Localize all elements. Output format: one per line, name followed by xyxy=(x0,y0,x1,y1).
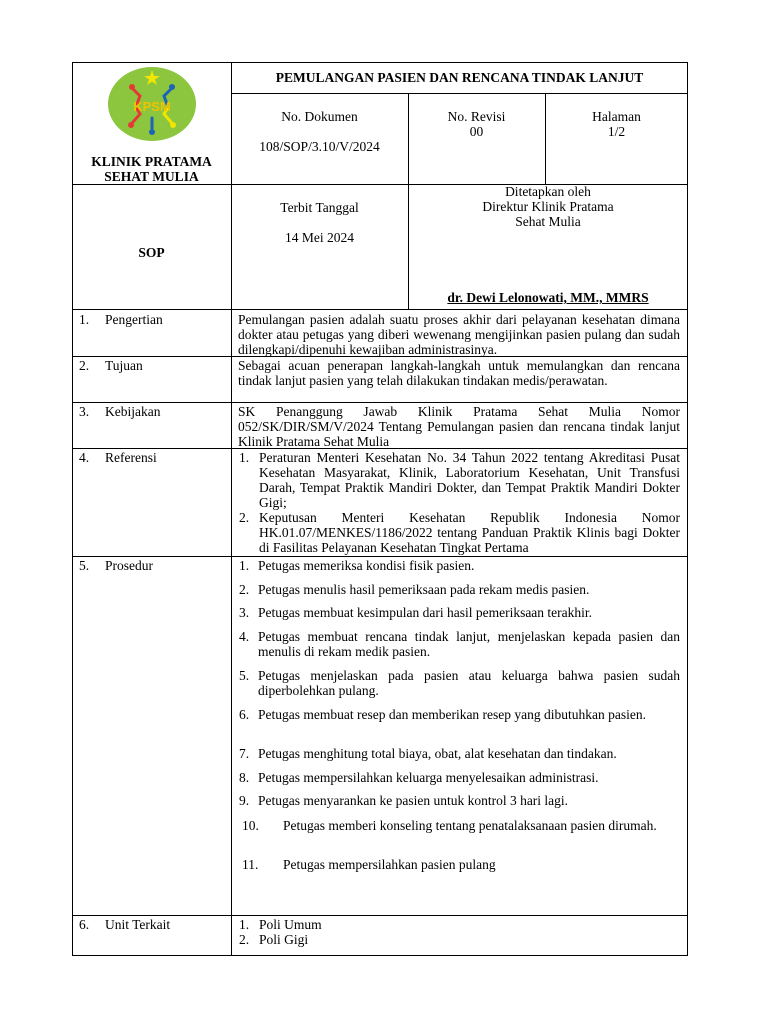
doc-number-value: 108/SOP/3.10/V/2024 xyxy=(259,139,380,154)
section-number: 6. xyxy=(79,917,90,932)
step-number: 10. xyxy=(242,818,259,833)
step-text: Petugas menjelaskan pada pasien atau keluarga bahwa pasien sudah diperbolehkan pulang. xyxy=(258,668,680,698)
procedure-step xyxy=(236,629,680,659)
clinic-logo xyxy=(107,66,197,142)
procedure-step xyxy=(236,582,680,597)
section-number: 1. xyxy=(79,312,90,327)
step-number: 2. xyxy=(239,582,250,597)
section-label: Unit Terkait xyxy=(105,917,171,932)
clinic-name-line2: SEHAT MULIA xyxy=(104,169,199,184)
approved-line1: Ditetapkan oleh xyxy=(505,184,591,199)
procedure-step xyxy=(236,668,680,698)
clinic-name xyxy=(72,154,231,184)
section-label: Prosedur xyxy=(105,558,153,573)
procedure-step xyxy=(236,818,680,833)
procedure-step xyxy=(236,746,680,761)
step-number: 9. xyxy=(239,793,250,808)
step-number: 3. xyxy=(239,605,250,620)
procedure-step xyxy=(236,558,680,573)
step-text: Petugas mempersilahkan keluarga menyelesaikan administrasi. xyxy=(258,770,599,785)
reference-list xyxy=(236,450,680,555)
list-text: Keputusan Menteri Kesehatan Republik Indonesia Nomor HK.01.07/MENKES/1186/2022 tentang Panduan Praktik Klinis bagi Dokter di Fasilitas Pelayanan Kesehatan Tingkat Pertama xyxy=(259,510,680,555)
step-text: Petugas membuat resep dan memberikan resep yang dibutuhkan pasien. xyxy=(258,707,647,722)
section-text-pengertian: Pemulangan pasien adalah suatu proses akhir dari pelayanan kesehatan dimana dokter atau petugas yang diberi wewenang mengijinkan pasien pulang dan sudah dilengkapi/dipenuhi kewajiban administrasinya. xyxy=(238,312,680,357)
list-text: Peraturan Menteri Kesehatan No. 34 Tahun 2022 tentang Akreditasi Pusat Kesehatan Masyarakat, Klinik, Laboratorium Kesehatan, Unit Transfusi Darah, Tempat Praktik Mandiri Dokter, dan Tempat Praktik Mandiri Dokter Gigi; xyxy=(259,450,680,510)
revision-value: 00 xyxy=(469,124,484,139)
section-text-tujuan: Sebagai acuan penerapan langkah-langkah untuk memulangkan dan rencana tindak lanjut pasien yang telah dilakukan tindakan medis/perawatan. xyxy=(238,358,680,388)
column-divider xyxy=(231,62,232,956)
step-text: Petugas memberi konseling tentang penatalaksanaan pasien dirumah. xyxy=(283,818,657,833)
row-divider xyxy=(72,556,688,557)
issued-value: 14 Mei 2024 xyxy=(285,230,354,245)
step-text: Petugas memeriksa kondisi fisik pasien. xyxy=(258,558,475,573)
list-text: Poli Umum xyxy=(259,917,322,932)
header-bottom-divider xyxy=(72,309,688,310)
step-text: Petugas menulis hasil pemeriksaan pada rekam medis pasien. xyxy=(258,582,590,597)
issued-label: Terbit Tanggal xyxy=(280,200,359,215)
section-label: Kebijakan xyxy=(105,404,161,419)
procedure-step xyxy=(236,793,680,808)
unit-list xyxy=(236,917,680,947)
revision-label: No. Revisi xyxy=(447,109,506,124)
list-number: 1. xyxy=(239,917,250,932)
list-number: 1. xyxy=(239,450,250,465)
approved-line2: Direktur Klinik Pratama xyxy=(482,199,614,214)
list-item xyxy=(236,510,680,555)
approved-line3: Sehat Mulia xyxy=(515,214,581,229)
document-title: PEMULANGAN PASIEN DAN RENCANA TINDAK LANJUT xyxy=(275,70,644,85)
page-value: 1/2 xyxy=(607,124,626,139)
step-number: 8. xyxy=(239,770,250,785)
step-text: Petugas membuat kesimpulan dari hasil pemeriksaan terakhir. xyxy=(258,605,593,620)
procedure-step xyxy=(236,707,680,722)
section-label: Referensi xyxy=(105,450,157,465)
list-item xyxy=(236,450,680,510)
row-divider xyxy=(72,915,688,916)
step-number: 4. xyxy=(239,629,250,644)
approved-by xyxy=(408,184,688,229)
doc-number-label: No. Dokumen xyxy=(281,109,358,124)
list-number: 2. xyxy=(239,510,250,525)
section-number: 4. xyxy=(79,450,90,465)
list-item xyxy=(236,917,680,932)
step-text: Petugas membuat rencana tindak lanjut, menjelaskan kepada pasien dan menulis di rekam medik pasien. xyxy=(258,629,680,659)
signatory-name: dr. Dewi Lelonowati, MM., MMRS xyxy=(447,290,649,305)
step-text: Petugas mempersilahkan pasien pulang xyxy=(283,857,496,872)
page-label: Halaman xyxy=(592,109,641,124)
list-number: 2. xyxy=(239,932,250,947)
logo-text: KPSM xyxy=(133,99,171,114)
section-number: 3. xyxy=(79,404,90,419)
procedure-step xyxy=(236,605,680,620)
row-divider xyxy=(72,402,688,403)
section-text-kebijakan: SK Penanggung Jawab Klinik Pratama Sehat Mulia Nomor 052/SK/DIR/SM/V/2024 Tentang Pemulangan pasien dan rencana tindak lanjut Klinik Pratama Sehat Mulia xyxy=(238,404,680,449)
title-divider xyxy=(231,93,688,94)
clinic-name-line1: KLINIK PRATAMA xyxy=(91,154,212,169)
section-number: 2. xyxy=(79,358,90,373)
step-number: 7. xyxy=(239,746,250,761)
step-text: Petugas menyarankan ke pasien untuk kontrol 3 hari lagi. xyxy=(258,793,569,808)
section-label: Pengertian xyxy=(105,312,163,327)
step-number: 11. xyxy=(242,857,259,872)
section-number: 5. xyxy=(79,558,90,573)
list-text: Poli Gigi xyxy=(259,932,309,947)
list-item xyxy=(236,932,680,947)
procedure-step xyxy=(236,770,680,785)
step-number: 1. xyxy=(239,558,250,573)
step-text: Petugas menghitung total biaya, obat, alat kesehatan dan tindakan. xyxy=(258,746,617,761)
step-number: 6. xyxy=(239,707,250,722)
procedure-step xyxy=(236,857,680,872)
sop-label: SOP xyxy=(138,245,165,260)
step-number: 5. xyxy=(239,668,250,683)
section-label: Tujuan xyxy=(105,358,143,373)
